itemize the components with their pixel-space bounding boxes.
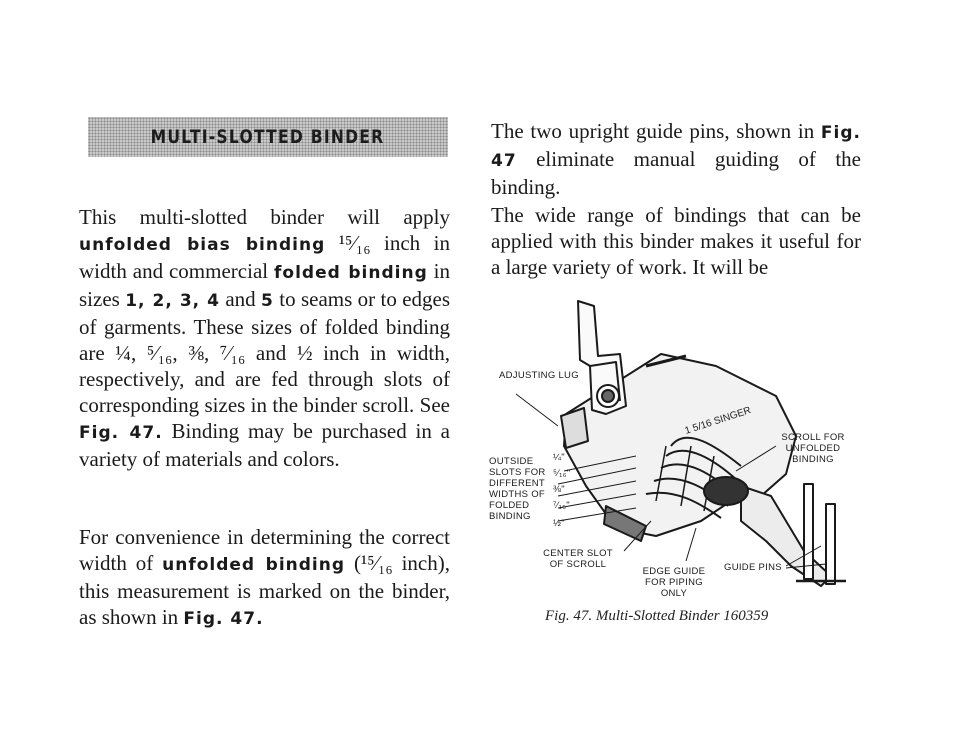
size-label: ⅜" [553,484,565,495]
left-paragraph-1 [79,204,450,472]
right-paragraph-1 [491,118,861,200]
text-run: to seams or to edges of garments. These sizes of folded binding are ¼, ⁵⁄₁₆, ⅜, ⁷⁄₁₆ and ½ inch in width, respectively, and are fed through slots of corresponding sizes in the binder scroll. See [79,287,451,417]
text-run: For convenience in determining the correct width of [79,525,450,575]
text-run: The two upright guide pins, shown in [491,119,821,143]
right-paragraph-2 [491,202,861,280]
text-run: and [219,287,262,311]
label-outside-slots: OUTSIDE SLOTS FOR DIFFERENT WIDTHS OF FOLDED BINDING [489,456,546,522]
text-run: eliminate manual guiding of the binding. [491,147,861,199]
figure-reference: Fig. 47. [183,609,264,629]
bold-term: unfolded bias binding [79,235,326,255]
section-title-banner [88,117,448,157]
bold-term: folded binding [274,263,428,283]
text-run: This multi-slotted binder will apply [79,205,450,229]
size-label: ½" [553,518,565,529]
size-label: ¼" [553,452,565,463]
section-title: MULTI-SLOTTED BINDER [151,126,385,148]
text-run: (¹⁵⁄₁₆ inch), this measurement is marked on the binder, as shown in [79,551,450,629]
text-run: The wide range of bindings that can be applied with this binder makes it useful for a large variety of work. It will be [491,203,861,279]
figure-reference: Fig. 47. [79,423,163,443]
label-adjusting-lug: ADJUSTING LUG [499,370,579,381]
binder-marking: 1 5/16 SINGER [683,405,753,437]
text-run: in sizes [79,259,450,311]
figure-caption: Fig. 47. Multi-Slotted Binder 160359 [545,608,769,624]
bold-term: unfolded binding [162,555,346,575]
label-guide-pins: GUIDE PINS [724,562,782,573]
figure-reference: Fig. 47 [491,123,861,171]
text-run: Binding may be purchased in a variety of materials and colors. [79,419,450,471]
binder-illustration [486,296,866,608]
size-label: ⁵⁄₁₆" [553,468,571,479]
label-scroll-unfolded: SCROLL FOR UNFOLDED BINDING [781,432,845,465]
left-paragraph-2 [79,524,450,632]
label-center-slot: CENTER SLOT OF SCROLL [543,548,613,570]
label-edge-guide: EDGE GUIDE FOR PIPING ONLY [642,566,706,599]
size-label: ⁷⁄₁₆" [553,500,570,511]
text-run: ¹⁵⁄₁₆ inch in width and commercial [79,231,451,283]
bold-term: 1, 2, 3, 4 [125,291,220,311]
bold-term: 5 [261,291,274,311]
